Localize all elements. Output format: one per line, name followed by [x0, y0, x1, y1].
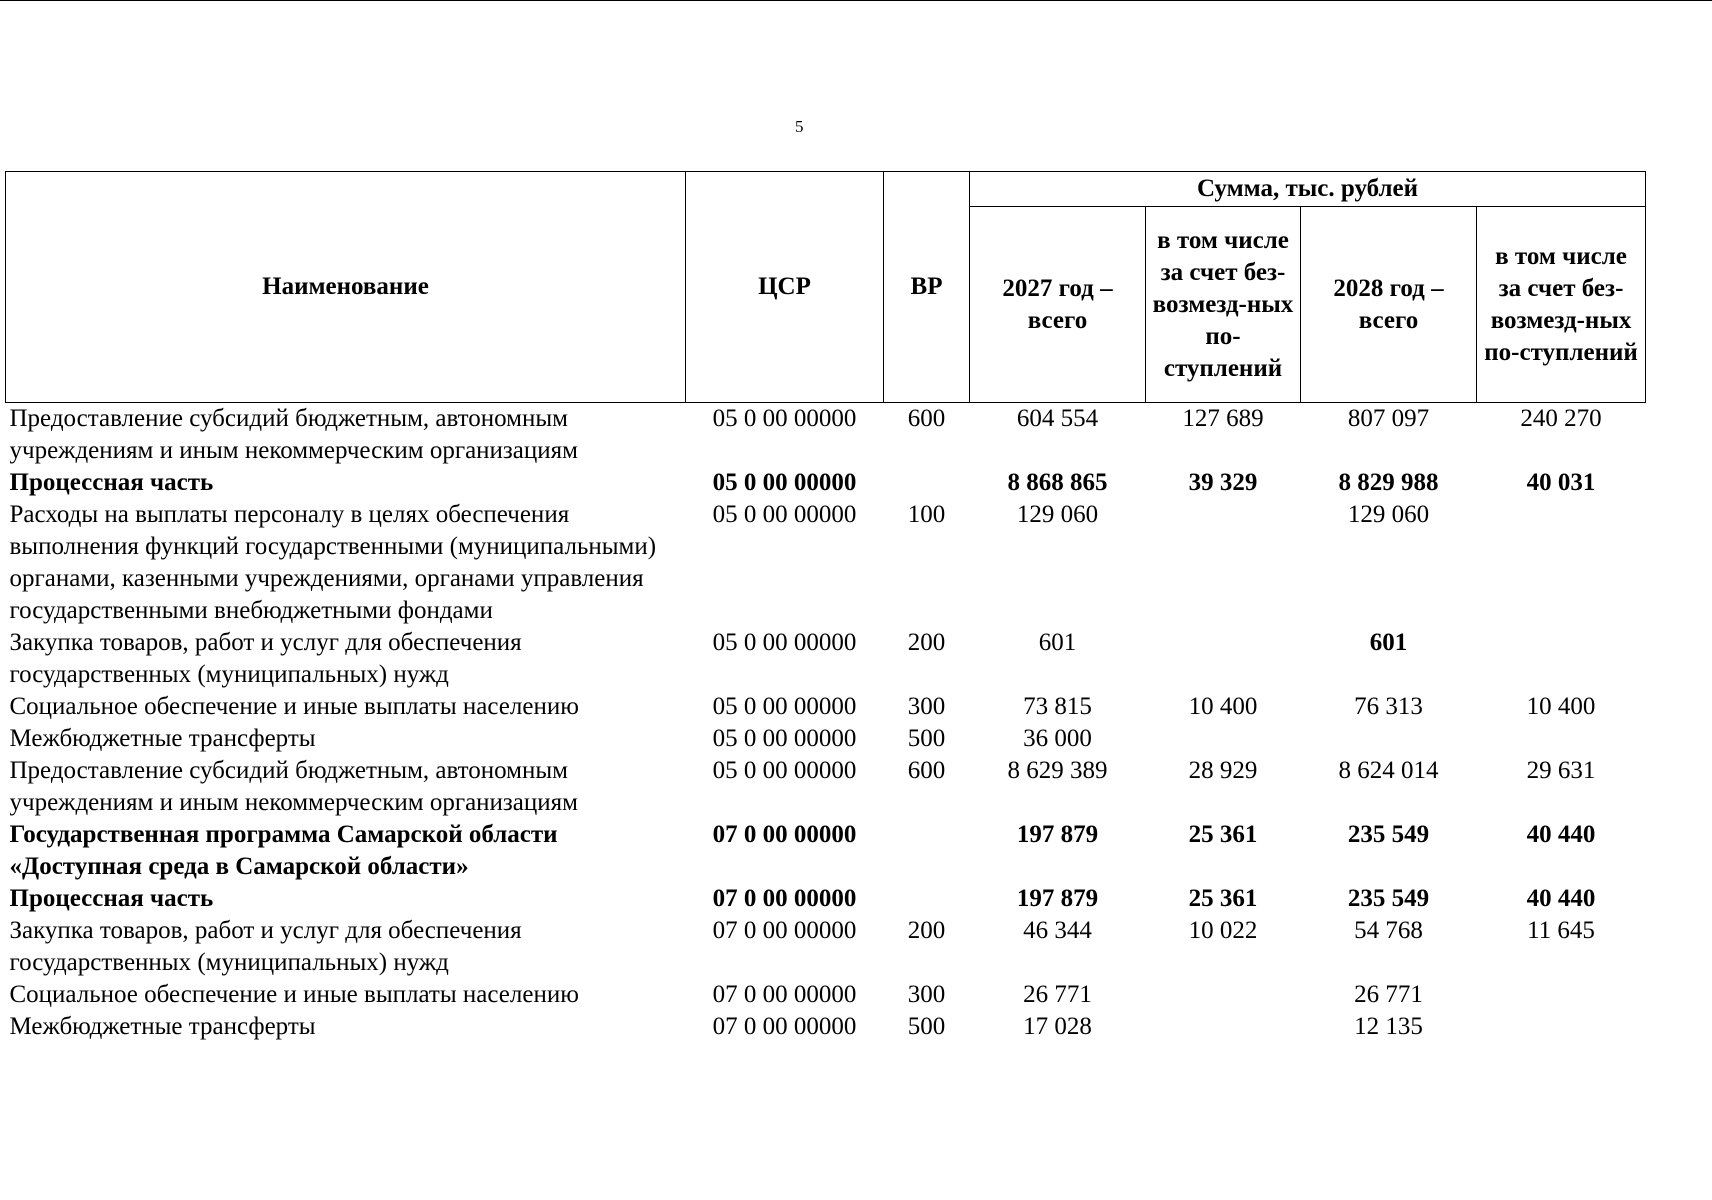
table-row — [6, 403, 1646, 468]
row-vr — [884, 883, 970, 915]
table-row — [6, 883, 1646, 915]
row-2028-free — [1477, 723, 1646, 755]
row-csr: 07 0 00 00000 — [712, 885, 857, 912]
row-2027-free — [1146, 1011, 1301, 1043]
row-2027-total: 26 771 — [1023, 981, 1092, 1008]
row-2028-free: 40 440 — [1526, 885, 1596, 912]
row-vr — [884, 819, 970, 883]
header-2027-free: в том числе за счет без-возмезд-ных по-ступлений — [1146, 207, 1301, 403]
row-csr: 05 0 00 00000 — [712, 693, 857, 720]
row-2028-free — [1477, 627, 1646, 691]
header-csr: ЦСР — [686, 172, 884, 403]
header-2027-total: 2027 год – всего — [970, 207, 1146, 403]
row-2027-total: 73 815 — [1023, 693, 1092, 720]
row-2027-free: 10 022 — [1188, 917, 1258, 944]
row-name: Расходы на выплаты персоналу в целях обеспечения выполнения функций государственными (муниципальными) органами, казенными учреждениями, органами управления государственными внебюджетными фондами — [9, 501, 657, 624]
row-csr: 05 0 00 00000 — [712, 629, 857, 656]
row-2027-total: 36 000 — [1023, 725, 1092, 752]
row-vr: 300 — [907, 981, 946, 1008]
table-row — [6, 691, 1646, 723]
row-2028-total: 8 829 988 — [1338, 469, 1439, 496]
table-row — [6, 627, 1646, 691]
row-vr — [884, 467, 970, 499]
row-2028-total: 235 549 — [1347, 885, 1430, 912]
row-2027-total: 46 344 — [1023, 917, 1092, 944]
row-2027-free: 25 361 — [1188, 885, 1258, 912]
row-2027-free: 25 361 — [1188, 821, 1258, 848]
row-csr: 05 0 00 00000 — [712, 501, 857, 528]
row-2028-total: 129 060 — [1347, 501, 1430, 528]
row-csr: 05 0 00 00000 — [712, 469, 857, 496]
row-2028-free — [1477, 499, 1646, 627]
row-csr: 07 0 00 00000 — [712, 1013, 857, 1040]
row-csr: 07 0 00 00000 — [712, 981, 857, 1008]
row-2028-total: 76 313 — [1354, 693, 1423, 720]
row-csr: 05 0 00 00000 — [712, 757, 857, 784]
row-2027-total: 129 060 — [1016, 501, 1099, 528]
row-2027-total: 604 554 — [1016, 405, 1099, 432]
row-2027-free: 39 329 — [1188, 469, 1258, 496]
row-2027-free — [1146, 499, 1301, 627]
row-2028-total: 54 768 — [1354, 917, 1423, 944]
table-row — [6, 1011, 1646, 1043]
row-2028-free: 40 440 — [1526, 821, 1596, 848]
row-name: Социальное обеспечение и иные выплаты населению — [9, 693, 579, 720]
table-row — [6, 467, 1646, 499]
row-name: Предоставление субсидий бюджетным, автономным учреждениям и иным некоммерческим организациям — [9, 405, 578, 464]
row-2027-total: 197 879 — [1016, 821, 1099, 848]
page-top-border — [0, 0, 1712, 1]
header-2028-free: в том числе за счет без-возмезд-ных по-ступлений — [1477, 207, 1646, 403]
row-2028-free — [1477, 1011, 1646, 1043]
row-2028-free: 29 631 — [1526, 757, 1596, 784]
row-2027-total: 8 868 865 — [1007, 469, 1108, 496]
row-name: Процессная часть — [9, 885, 214, 912]
row-2027-total: 8 629 389 — [1007, 757, 1108, 784]
row-vr: 300 — [907, 693, 946, 720]
row-2027-total: 17 028 — [1023, 1013, 1092, 1040]
row-name: Социальное обеспечение и иные выплаты населению — [9, 981, 579, 1008]
row-vr: 600 — [907, 757, 946, 784]
row-csr: 05 0 00 00000 — [712, 725, 857, 752]
row-2028-free: 240 270 — [1520, 405, 1602, 432]
row-name: Закупка товаров, работ и услуг для обеспечения государственных (муниципальных) нужд — [9, 629, 522, 688]
row-2028-total: 601 — [1369, 629, 1408, 656]
row-2027-total: 601 — [1038, 629, 1077, 656]
table-row — [6, 499, 1646, 627]
table-row — [6, 723, 1646, 755]
table-row — [6, 755, 1646, 819]
budget-table — [5, 171, 1646, 1043]
row-vr: 200 — [907, 629, 946, 656]
row-2027-free: 10 400 — [1188, 693, 1258, 720]
row-2028-free: 10 400 — [1526, 693, 1596, 720]
row-2027-total: 197 879 — [1016, 885, 1099, 912]
table-row — [6, 979, 1646, 1011]
table-row — [6, 819, 1646, 883]
header-name: Наименование — [6, 172, 686, 403]
row-vr: 500 — [907, 1013, 946, 1040]
row-name: Государственная программа Самарской области «Доступная среда в Самарской области» — [9, 821, 558, 880]
row-2027-free — [1146, 979, 1301, 1011]
row-2028-total: 235 549 — [1347, 821, 1430, 848]
row-csr: 05 0 00 00000 — [712, 405, 857, 432]
row-name: Процессная часть — [9, 469, 214, 496]
row-2027-free — [1146, 723, 1301, 755]
row-vr: 200 — [907, 917, 946, 944]
header-2028-total: 2028 год – всего — [1301, 207, 1477, 403]
row-name: Межбюджетные трансферты — [9, 725, 316, 752]
row-2027-free — [1146, 627, 1301, 691]
table-row — [6, 915, 1646, 979]
page-number: 5 — [795, 117, 804, 136]
row-2028-total: 8 624 014 — [1338, 757, 1439, 784]
row-vr: 100 — [907, 501, 946, 528]
row-2028-total: 807 097 — [1347, 405, 1430, 432]
row-2027-free: 127 689 — [1182, 405, 1264, 432]
row-2028-free: 40 031 — [1526, 469, 1596, 496]
row-csr: 07 0 00 00000 — [712, 821, 857, 848]
row-name: Закупка товаров, работ и услуг для обеспечения государственных (муниципальных) нужд — [9, 917, 522, 976]
row-vr: 500 — [907, 725, 946, 752]
row-2028-total — [1301, 723, 1477, 755]
row-name: Межбюджетные трансферты — [9, 1013, 316, 1040]
row-2028-total: 26 771 — [1354, 981, 1423, 1008]
row-csr: 07 0 00 00000 — [712, 917, 857, 944]
row-vr: 600 — [907, 405, 946, 432]
row-2028-free: 11 645 — [1527, 917, 1595, 944]
row-2028-free — [1477, 979, 1646, 1011]
header-vr: ВР — [884, 172, 970, 403]
header-sum: Сумма, тыс. рублей — [970, 172, 1646, 207]
row-2028-total: 12 135 — [1354, 1013, 1423, 1040]
row-name: Предоставление субсидий бюджетным, автономным учреждениям и иным некоммерческим организациям — [9, 757, 578, 816]
row-2027-free: 28 929 — [1188, 757, 1258, 784]
